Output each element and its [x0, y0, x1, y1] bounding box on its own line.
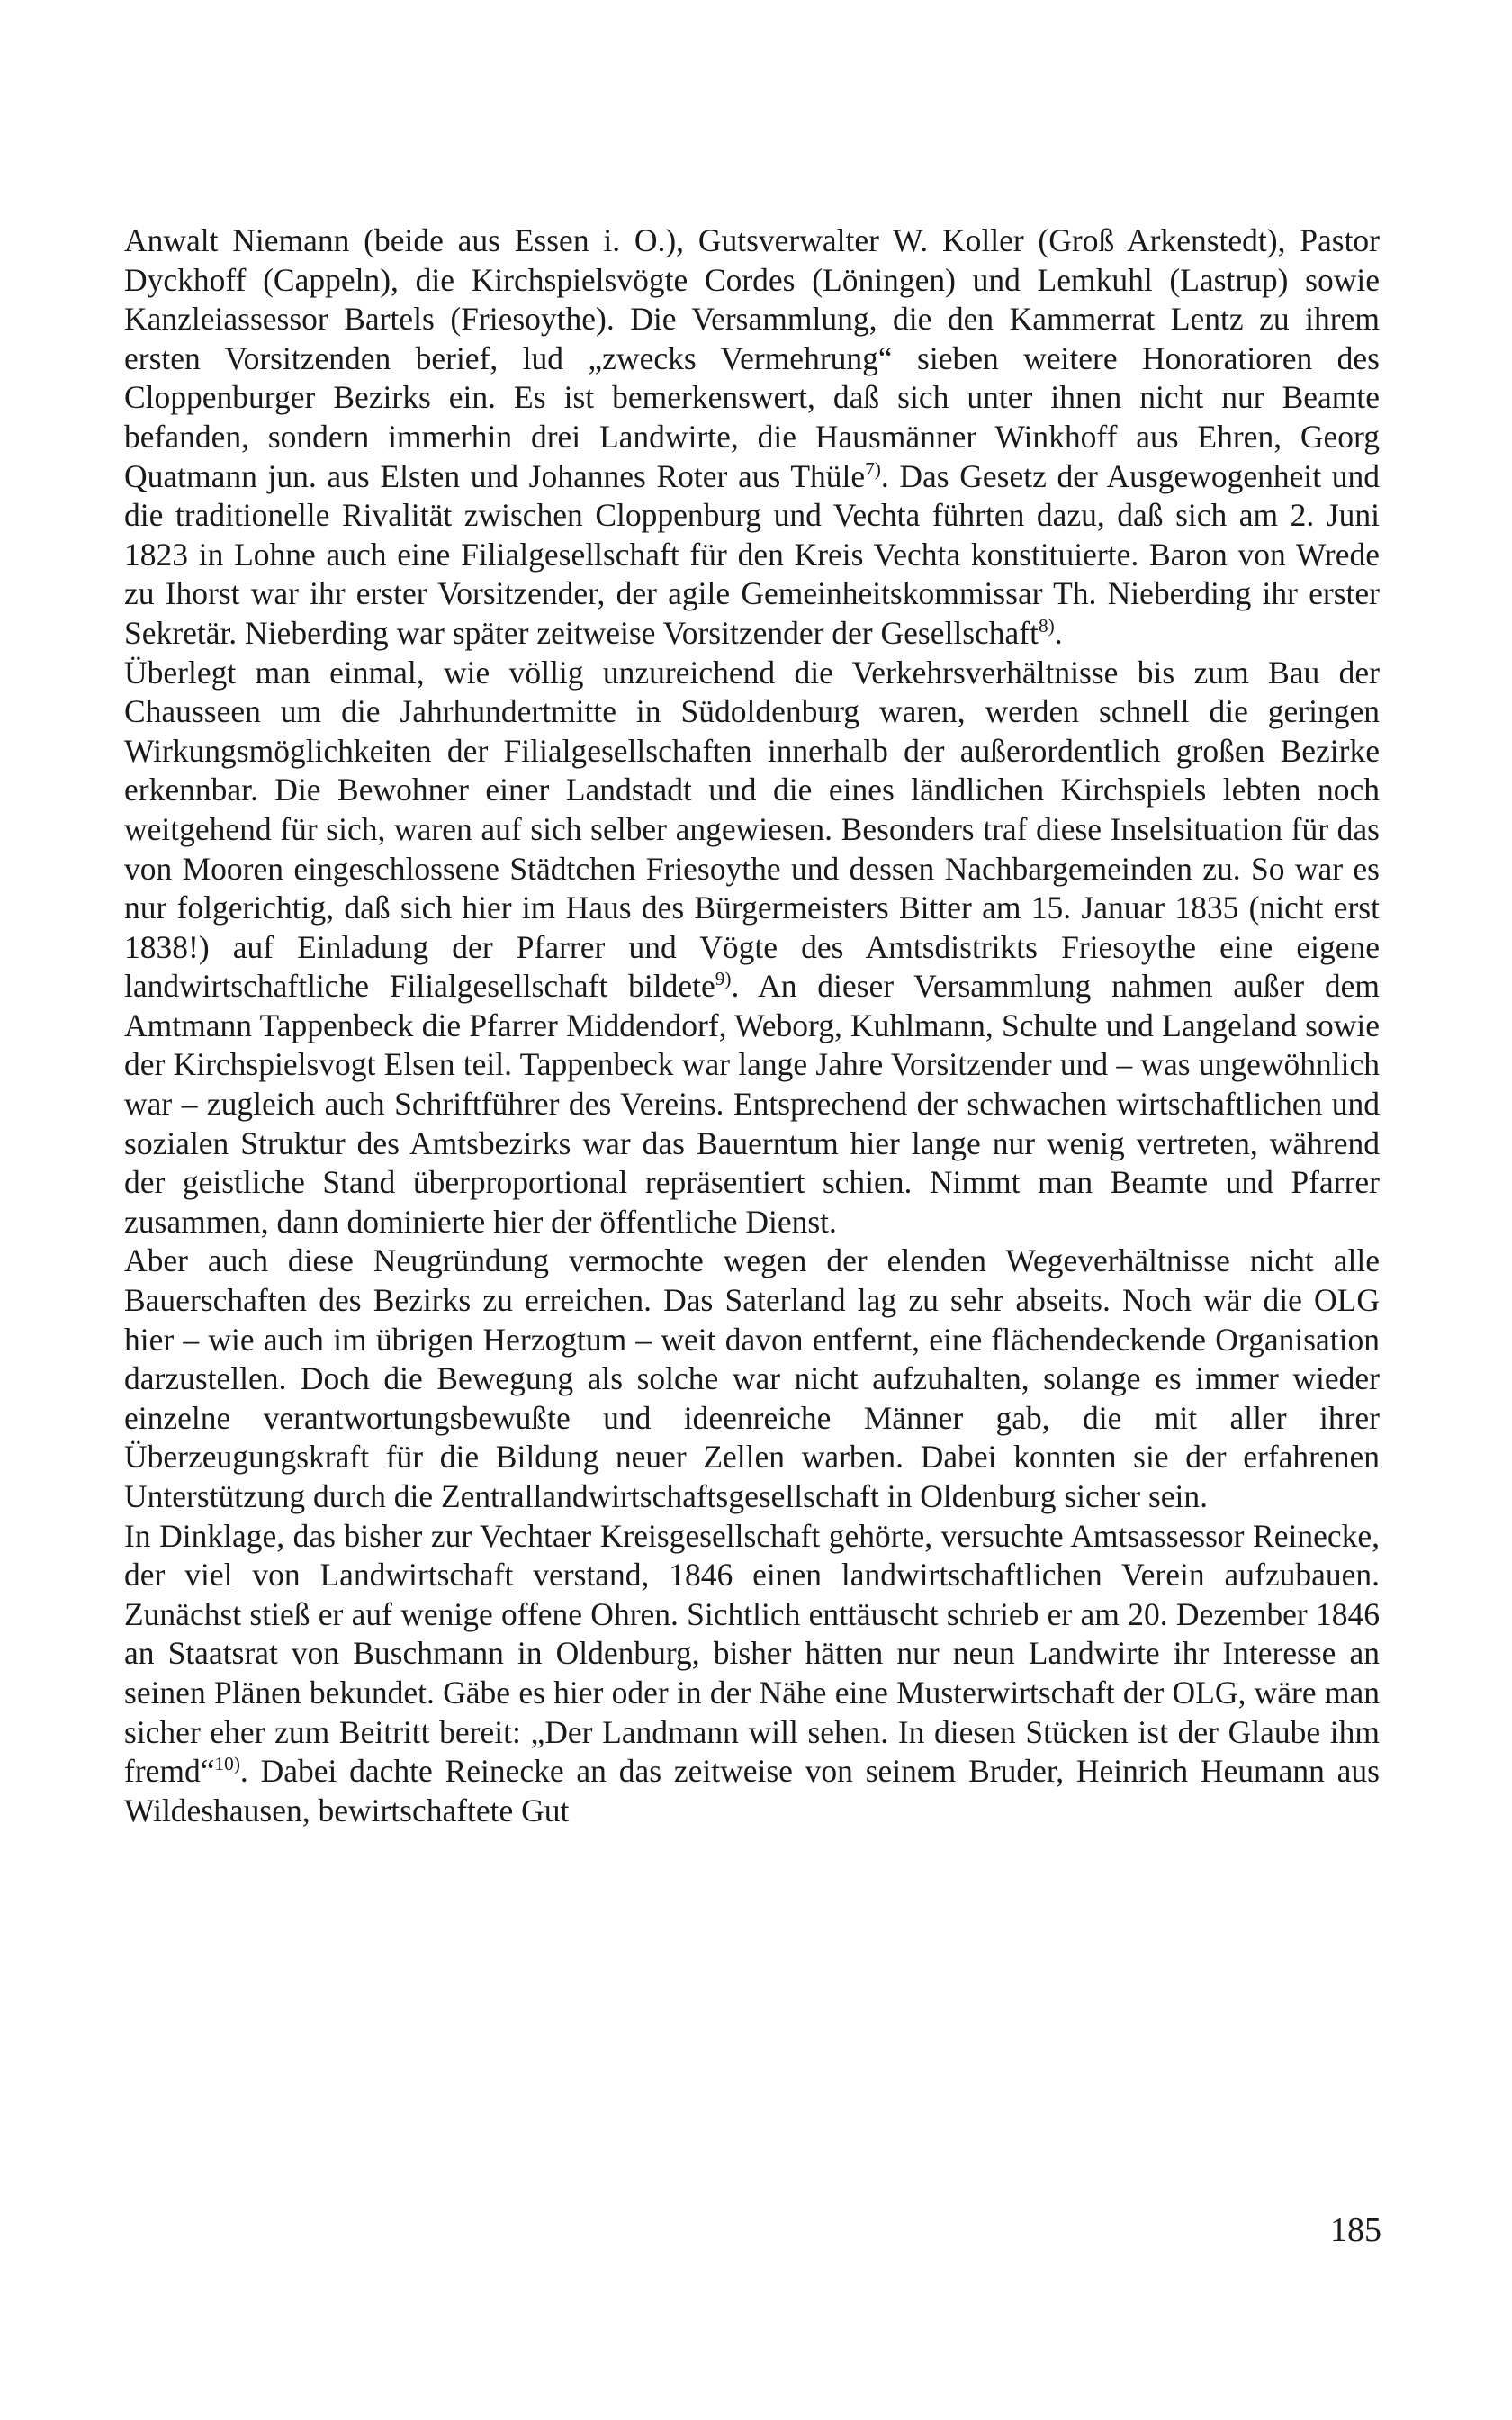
- paragraph-text: Überlegt man einmal, wie völlig unzureichend die Verkehrsverhältnisse bis zum Bau der Chausseen um die Jahrhundertmitte in Südoldenburg waren, werden schnell die geringen Wirkungsmöglichkeiten der Filialgesellschaften innerhalb der außerordentlich großen Bezirke erkennbar. Die Bewohner einer Landstadt und die eines ländlichen Kirchspiels lebten noch weitgehend für sich, waren auf sich selber angewiesen. Besonders traf diese Inselsituation für das von Mooren eingeschlossene Städtchen Friesoythe und dessen Nachbargemeinden zu. So war es nur folgerichtig, daß sich hier im Haus des Bürgermeisters Bitter am 15. Januar 1835 (nicht erst 1838!) auf Einladung der Pfarrer und Vögte des Amtsdistrikts Friesoythe eine eigene landwirtschaftliche Filialgesellschaft bildete: [124, 654, 1380, 1005]
- footnote-marker: 9): [715, 968, 732, 990]
- footnote-marker: 7): [865, 457, 881, 480]
- paragraph-text: Anwalt Niemann (beide aus Essen i. O.), Gutsverwalter W. Koller (Groß Arkenstedt), Pastor Dyckhoff (Cappeln), die Kirchspielsvögte Cordes (Löningen) und Lemkuhl (Lastrup) sowie Kanzleiassessor Bartels (Friesoythe). Die Versammlung, die den Kammerrat Lentz zu ihrem ersten Vorsitzenden berief, lud „zwecks Vermehrung“ sieben weitere Honoratioren des Cloppenburger Bezirks ein. Es ist bemerkenswert, daß sich unter ihnen nicht nur Beamte befanden, sondern immerhin drei Landwirte, die Hausmänner Winkhoff aus Ehren, Georg Quatmann jun. aus Elsten und Johannes Roter aus Thüle: [124, 222, 1380, 494]
- page-number: 185: [1330, 2211, 1382, 2249]
- paragraph-text: . Das Gesetz der Ausgewogenheit und die traditionelle Rivalität zwischen Cloppenburg und Vechta führten dazu, daß sich am 2. Juni 1823 in Lohne auch eine Filialgesellschaft für den Kreis Vechta konstituierte. Baron von Wrede zu Ihorst war ihr erster Vorsitzender, der agile Gemeinheitskommissar Th. Nieberding ihr erster Sekretär. Nieberding war später zeitweise Vorsitzender der Gesellschaft: [124, 457, 1380, 651]
- footnote-marker: 8): [1038, 615, 1055, 637]
- paragraph-text: .: [1054, 614, 1063, 651]
- paragraph-1: [124, 221, 1380, 654]
- paragraph-text: . Dabei dachte Reinecke an das zeitweise von seinem Bruder, Heinrich Heumann aus Wildeshausen, bewirtschaftete Gut: [124, 1753, 1380, 1829]
- paragraph-text: Aber auch diese Neugründung vermochte wegen der elenden Wegeverhältnisse nicht alle Bauerschaften des Bezirks zu erreichen. Das Saterland lag zu sehr abseits. Noch wär die OLG hier – wie auch im übrigen Herzogtum – weit davon entfernt, eine flächendeckende Organisation darzustellen. Doch die Bewegung als solche war nicht aufzuhalten, solange es immer wieder einzelne verantwortungsbewußte und ideenreiche Männer gab, die mit aller ihrer Überzeugungskraft für die Bildung neuer Zellen warben. Dabei konnten sie der erfahrenen Unterstützung durch die Zentrallandwirtschaftsgesellschaft in Oldenburg sicher sein.: [124, 1242, 1380, 1514]
- paragraph-4: [124, 1517, 1380, 1831]
- paragraph-text: . An dieser Versammlung nahmen außer dem Amtmann Tappenbeck die Pfarrer Middendorf, Weborg, Kuhlmann, Schulte und Langeland sowie der Kirchspielsvogt Elsen teil. Tappenbeck war lange Jahre Vorsitzender und – was ungewöhnlich war – zugleich auch Schriftführer des Vereins. Entsprechend der schwachen wirtschaftlichen und sozialen Struktur des Amtsbezirks war das Bauerntum hier lange nur wenig vertreten, während der geistliche Stand überproportional repräsentiert schien. Nimmt man Beamte und Pfarrer zusammen, dann dominierte hier der öffentliche Dienst.: [124, 968, 1380, 1240]
- body-text: [124, 221, 1380, 1830]
- footnote-marker: 10): [214, 1753, 240, 1775]
- paragraph-text: In Dinklage, das bisher zur Vechtaer Kreisgesellschaft gehörte, versuchte Amtsassessor Reinecke, der viel von Landwirtschaft verstand, 1846 einen landwirtschaftlichen Verein aufzubauen. Zunächst stieß er auf wenige offene Ohren. Sichtlich enttäuscht schrieb er am 20. Dezember 1846 an Staatsrat von Buschmann in Oldenburg, bisher hätten nur neun Landwirte ihr Interesse an seinen Plänen bekundet. Gäbe es hier oder in der Nähe eine Musterwirtschaft der OLG, wäre man sicher eher zum Beitritt bereit: „Der Landmann will sehen. In diesen Stücken ist der Glaube ihm fremd“: [124, 1517, 1380, 1790]
- paragraph-2: [124, 654, 1380, 1242]
- paragraph-3: [124, 1242, 1380, 1516]
